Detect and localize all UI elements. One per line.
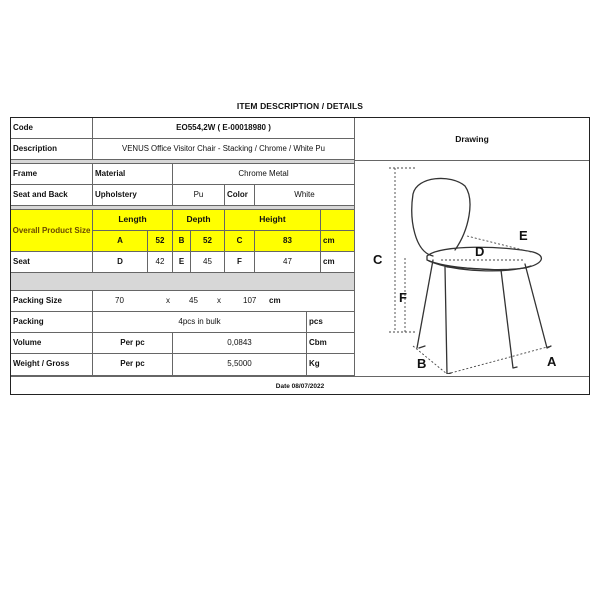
d-label: D [93, 252, 148, 273]
diagram-label-e: E [519, 228, 528, 243]
volume-value: 0,0843 [173, 333, 307, 354]
d-value: 42 [148, 252, 173, 273]
c-value: 83 [255, 231, 321, 252]
depth-header: Depth [173, 210, 225, 231]
packing-unit: pcs [307, 312, 355, 333]
diagram-label-c: C [373, 252, 383, 267]
packing-size-label: Packing Size [11, 291, 93, 312]
color-value: White [255, 185, 355, 206]
diagram-label-d: D [475, 244, 485, 259]
packing-length: 70 [115, 295, 124, 305]
back-left-leg [525, 264, 551, 348]
page-title: ITEM DESCRIPTION / DETAILS [236, 101, 364, 111]
packing-height: 107 [243, 295, 257, 305]
code-label: Code [11, 118, 93, 139]
volume-per-label: Per pc [93, 333, 173, 354]
volume-label: Volume [11, 333, 93, 354]
unit-header-blank [321, 210, 355, 231]
back-right-leg [501, 270, 517, 368]
a-label: A [93, 231, 148, 252]
packing-size-unit: cm [269, 295, 281, 305]
upholstery-label: Upholstery [93, 185, 173, 206]
packing-label: Packing [11, 312, 93, 333]
description-label: Description [11, 139, 93, 160]
diagram-label-f: F [399, 290, 407, 305]
seat-unit: cm [321, 252, 355, 273]
weight-unit: Kg [307, 354, 355, 376]
b-label: B [173, 231, 191, 252]
packing-size-values [93, 291, 355, 312]
e-value: 45 [191, 252, 225, 273]
times-sign: x [166, 295, 170, 305]
code-value: EO554,2W ( E-00018980 ) [93, 118, 355, 139]
times-sign: x [217, 295, 221, 305]
front-left-leg [417, 260, 433, 348]
chair-drawing [355, 160, 589, 374]
b-value: 52 [191, 231, 225, 252]
c-label: C [225, 231, 255, 252]
weight-label: Weight / Gross [11, 354, 93, 376]
backrest-outline [412, 178, 470, 256]
volume-unit: Cbm [307, 333, 355, 354]
dimension-a-line [447, 346, 551, 374]
frame-material-label: Material [93, 164, 173, 185]
diagram-label-b: B [417, 356, 427, 371]
seat-back-label: Seat and Back [11, 185, 93, 206]
overall-unit: cm [321, 231, 355, 252]
frame-material-value: Chrome Metal [173, 164, 355, 185]
upholstery-value: Pu [173, 185, 225, 206]
color-label: Color [225, 185, 255, 206]
date-footer: Date 08/07/2022 [11, 376, 589, 395]
diagram-label-a: A [547, 354, 557, 369]
frame-label: Frame [11, 164, 93, 185]
drawing-header: Drawing [455, 134, 489, 144]
front-right-leg [445, 267, 451, 374]
weight-per-label: Per pc [93, 354, 173, 376]
weight-value: 5,5000 [173, 354, 307, 376]
packing-value: 4pcs in bulk [93, 312, 307, 333]
spec-sheet [10, 117, 590, 395]
description-value: VENUS Office Visitor Chair - Stacking / Chrome / White Pu [93, 139, 355, 160]
f-value: 47 [255, 252, 321, 273]
length-header: Length [93, 210, 173, 231]
height-header: Height [225, 210, 321, 231]
a-value: 52 [148, 231, 173, 252]
seat-label: Seat [11, 252, 93, 273]
e-label: E [173, 252, 191, 273]
separator-band [11, 273, 355, 291]
f-label: F [225, 252, 255, 273]
chair-diagram [355, 160, 589, 374]
overall-size-label: Overall Product Size [11, 210, 93, 252]
packing-width: 45 [189, 295, 198, 305]
